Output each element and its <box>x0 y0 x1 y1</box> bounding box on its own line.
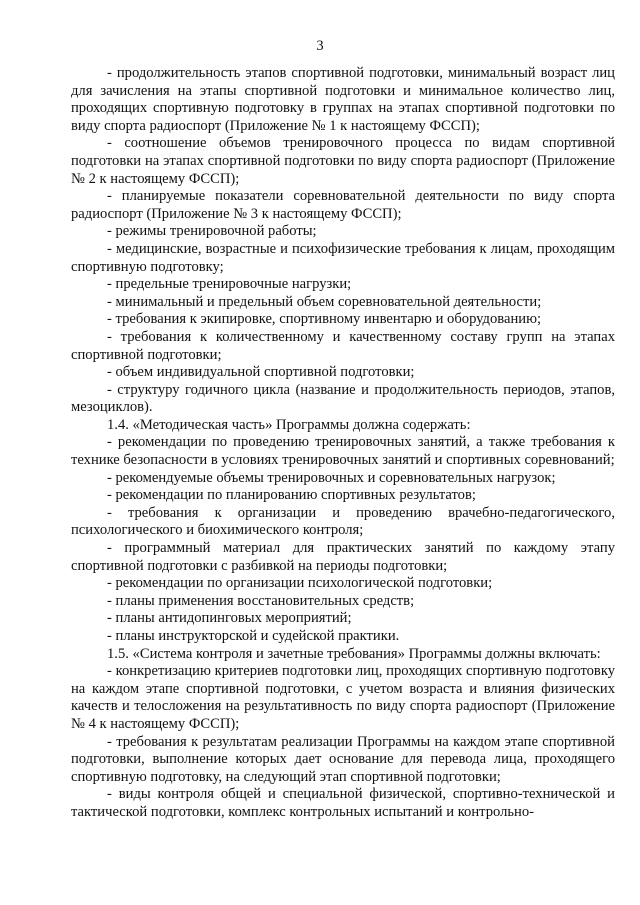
list-item: - планы инструкторской и судейской практики. <box>107 628 400 644</box>
list-item: - планируемые показатели соревновательной деятельности по виду спорта радиоспорт (Приложение № 3 к настоящему ФССП); <box>71 188 615 222</box>
list-item: - медицинские, возрастные и психофизические требования к лицам, проходящим спортивную подготовку; <box>71 240 615 275</box>
list-item: - структуру годичного цикла (название и продолжительность периодов, этапов, мезоциклов). <box>71 381 615 416</box>
list-item: - продолжительность этапов спортивной подготовки, минимальный возраст лиц для зачисления на этапы спортивной подготовки и минимальное количество лиц, проходящих спортивную подготовку в группах на этапах спортивной подготовки по виду спорта радиоспорт (Приложение № 1 к настоящему ФССП); <box>71 65 615 134</box>
list-item: - планы применения восстановительных средств; <box>107 592 415 609</box>
document-body <box>71 65 615 822</box>
list-item: - требования к результатам реализации Программы на каждом этапе спортивной подготовки, выполнение которых дает основание для перевода лица, проходящего спортивную подготовку, на следующий этап спортивной подготовки; <box>71 733 615 785</box>
page-number: 3 <box>316 38 324 54</box>
list-item: - рекомендации по планированию спортивных результатов; <box>107 487 476 504</box>
list-item: - виды контроля общей и специальной физической, спортивно-технической и тактической подготовки, комплекс контрольных испытаний и контрольно- <box>71 786 615 820</box>
list-item: - планы антидопинговых мероприятий; <box>107 610 352 627</box>
list-item: - конкретизацию критериев подготовки лиц, проходящих спортивную подготовку на каждом этапе спортивной подготовки, с учетом возраста и влияния физических качеств и телосложения на результативность по виду спорта радиоспорт (Приложение № 4 к настоящему ФССП); <box>71 663 615 732</box>
list-item: - рекомендации по организации психологической подготовки; <box>107 575 493 592</box>
section-heading-1-5: 1.5. «Система контроля и зачетные требования» Программы должны включать: <box>107 645 601 662</box>
list-item: - соотношение объемов тренировочного процесса по видам спортивной подготовки на этапах спортивной подготовки по виду спорта радиоспорт (Приложение № 2 к настоящему ФССП); <box>71 135 615 187</box>
list-item: - режимы тренировочной работы; <box>107 223 317 240</box>
list-item: - требования к количественному и качественному составу групп на этапах спортивной подготовки; <box>71 328 615 363</box>
list-item: - требования к экипировке, спортивному инвентарю и оборудованию; <box>107 311 542 328</box>
list-item: - рекомендуемые объемы тренировочных и соревновательных нагрузок; <box>107 469 556 486</box>
section-heading-1-4: 1.4. «Методическая часть» Программы должна содержать: <box>107 416 471 433</box>
list-item: - программный материал для практических занятий по каждому этапу спортивной подготовки с разбивкой на периоды подготовки; <box>71 540 615 574</box>
list-item: - объем индивидуальной спортивной подготовки; <box>107 364 415 381</box>
list-item: - минимальный и предельный объем соревновательной деятельности; <box>107 293 542 310</box>
list-item: - рекомендации по проведению тренировочных занятий, а также требования к технике безопасности в условиях тренировочных занятий и спортивных соревнований; <box>71 434 615 469</box>
list-item: - требования к организации и проведению врачебно-педагогического, психологического и биохимического контроля; <box>71 504 615 539</box>
list-item: - предельные тренировочные нагрузки; <box>107 276 352 293</box>
